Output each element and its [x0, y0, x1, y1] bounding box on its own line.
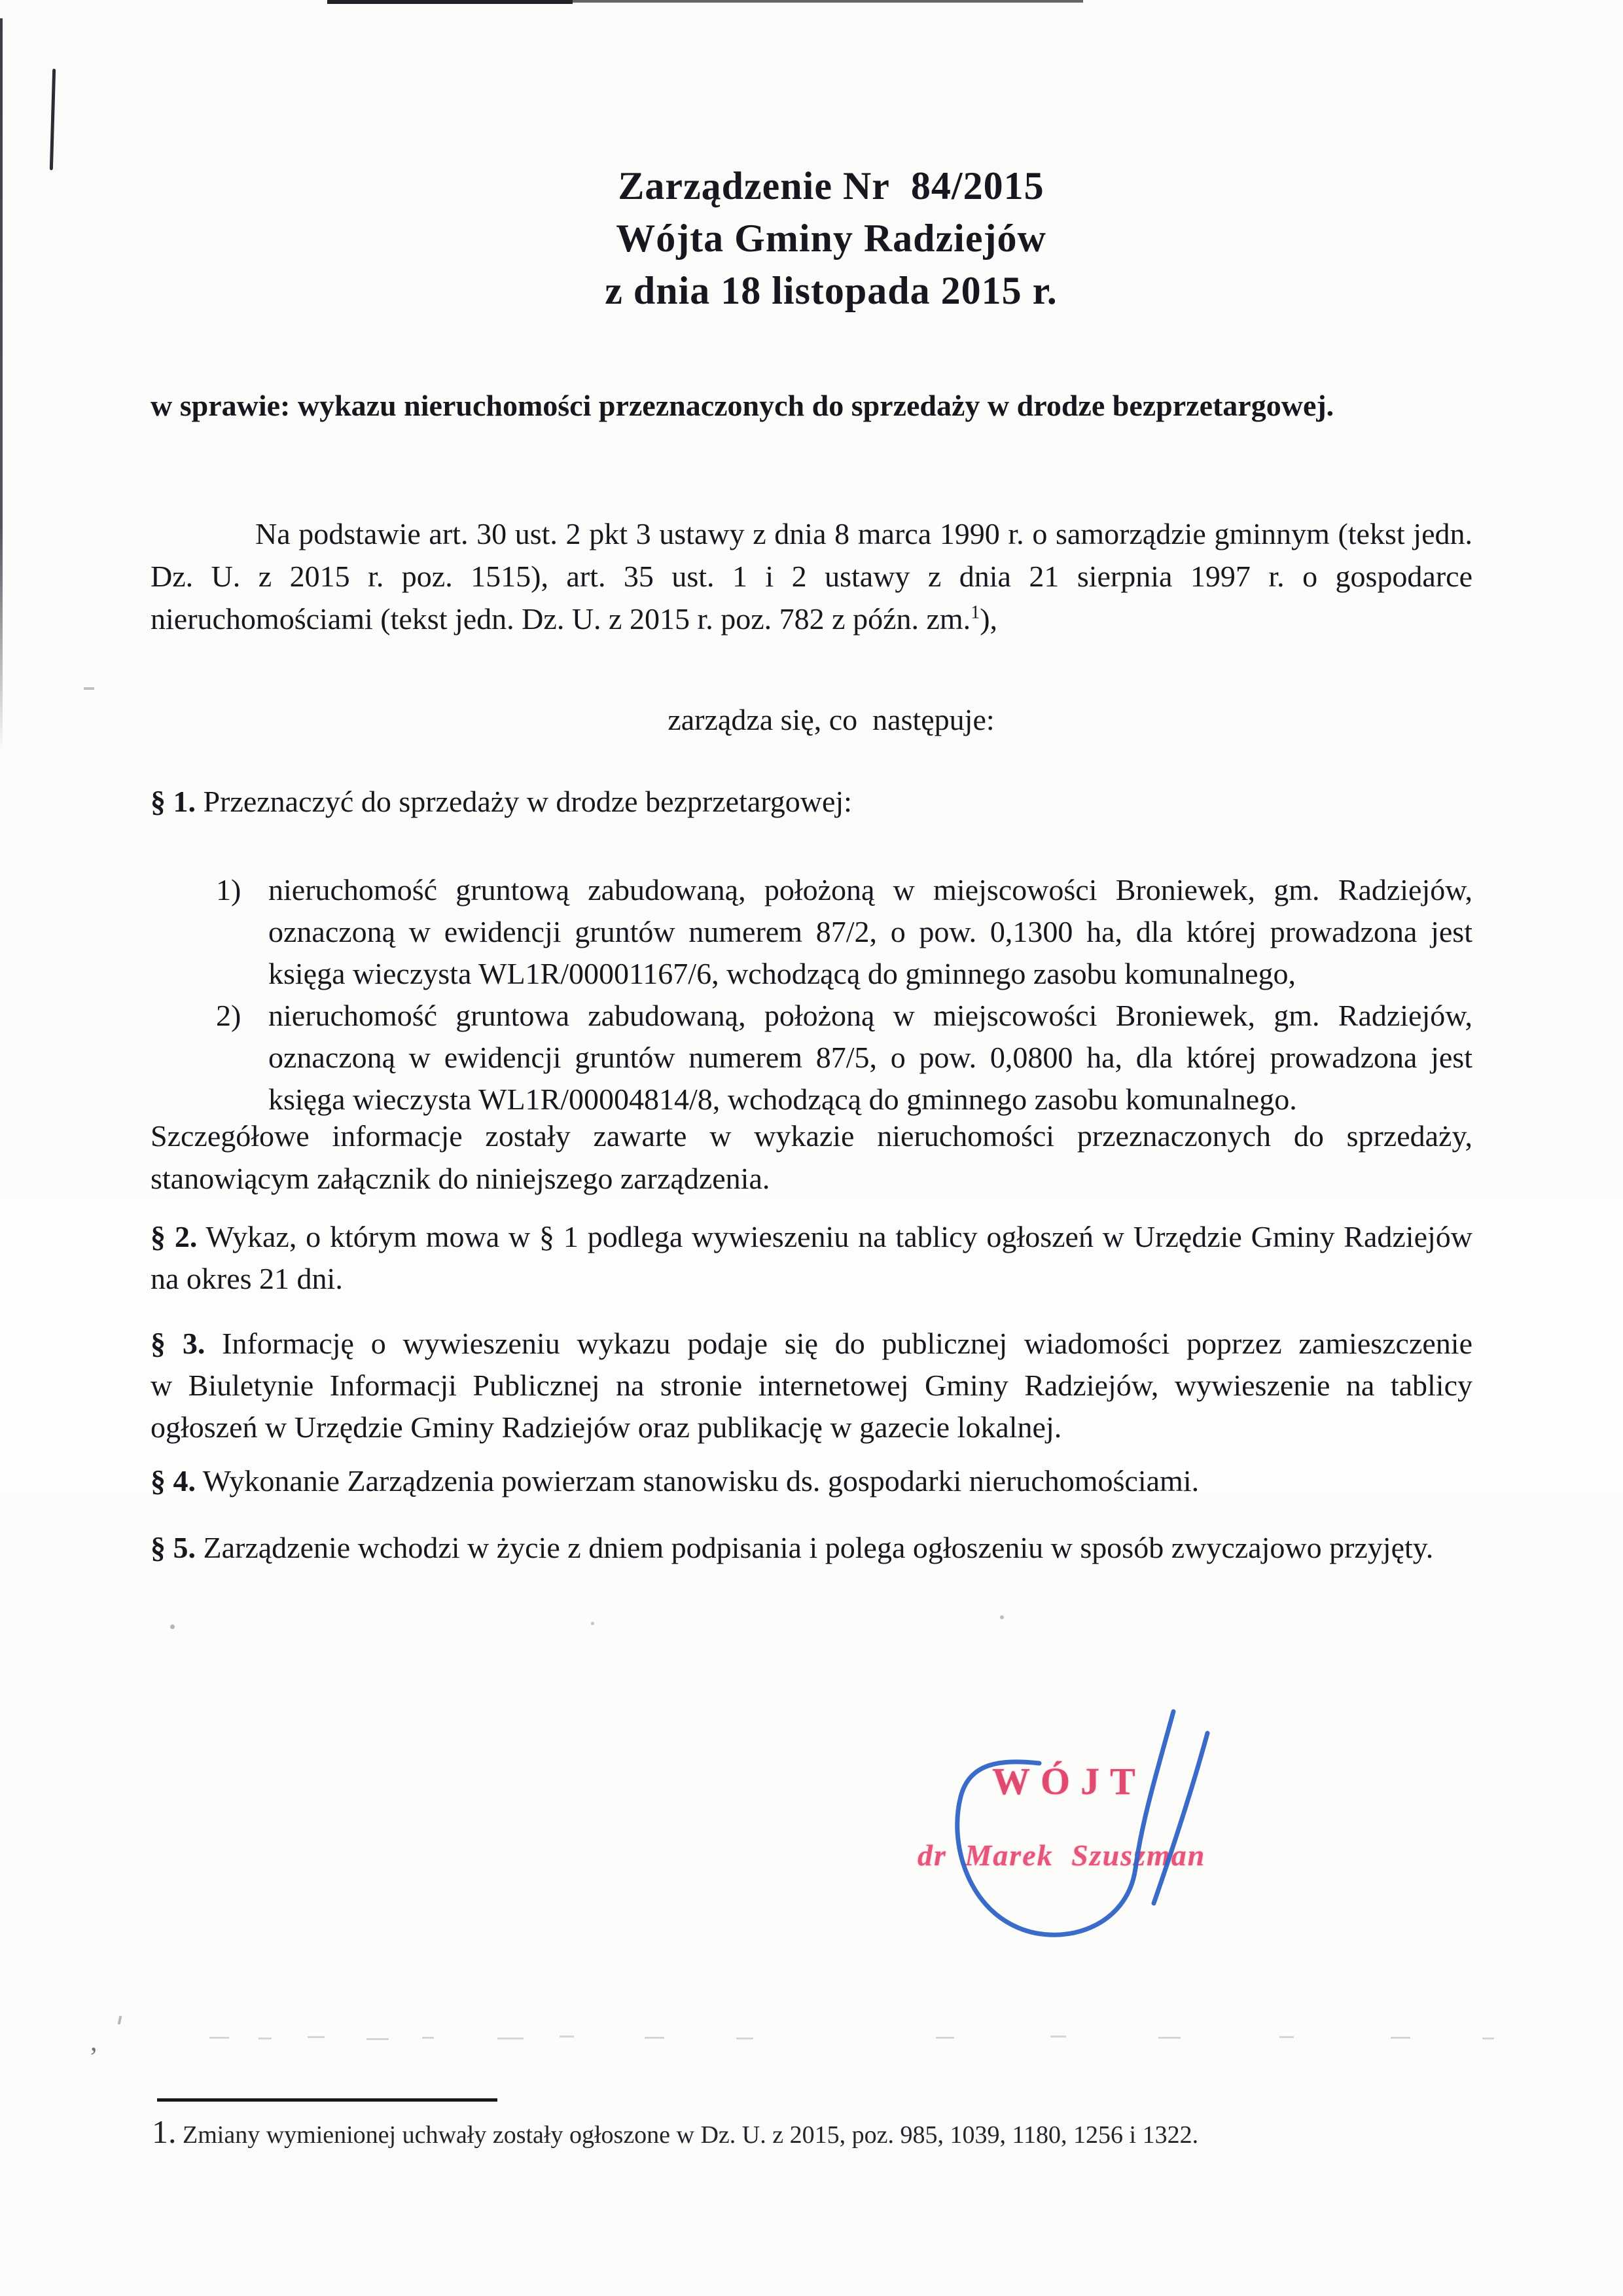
- footnote-marker: 1.: [152, 2113, 177, 2150]
- scan-pen-mark-artifact: [50, 69, 56, 170]
- list-item-marker: 1): [216, 873, 241, 906]
- list-item: [151, 995, 1472, 1121]
- ordains-line: zarządza się, co następuje:: [668, 703, 995, 736]
- scan-speck: [591, 1622, 594, 1625]
- list-item-marker: 2): [216, 999, 241, 1032]
- list-item: [151, 869, 1472, 995]
- scan-noise: [1050, 2036, 1066, 2037]
- section-2-text: Wykaz, o którym mowa w § 1 podlega wywieszeniu na tablicy ogłoszeń w Urzędzie Gminy Radziejów na okres 21 dni.: [151, 1220, 1473, 1295]
- mayor-stamp-title: WÓJT: [992, 1760, 1146, 1803]
- scan-noise: [1391, 2037, 1410, 2039]
- legal-basis-text: Na podstawie art. 30 ust. 2 pkt 3 ustawy z dnia 8 marca 1990 r. o samorządzie gminnym (tekst jedn. Dz. U. z 2015 r. poz. 1515), art. 35 ust. 1 i 2 ustawy z dnia 21 sierpnia 1997 r. o gospodarce nieruchomościami (tekst jedn. Dz. U. z 2015 r. poz. 782 z późn. zm.: [151, 517, 1472, 636]
- scan-speck: [84, 687, 94, 690]
- section-3: [151, 1323, 1472, 1448]
- scan-noise: [366, 2038, 389, 2040]
- scan-noise: [308, 2036, 325, 2038]
- scan-speck: [118, 2016, 122, 2025]
- footnote-text: Zmiany wymienionej uchwały zostały ogłoszone w Dz. U. z 2015, poz. 985, 1039, 1180, 1256 i 1322.: [176, 2121, 1199, 2149]
- section-4-text: Wykonanie Zarządzenia powierzam stanowisku ds. gospodarki nieruchomościami.: [196, 1464, 1200, 1498]
- scan-noise: [645, 2037, 664, 2039]
- scan-noise: [936, 2037, 954, 2039]
- scan-top-edge-artifact-dark: [327, 0, 573, 4]
- list-item-text: nieruchomość gruntowa zabudowaną, położoną w miejscowości Broniewek, gm. Radziejów, oznaczoną w ewidencji gruntów numerem 87/5, o pow. 0,0800 ha, dla której prowadzona jest księga wieczysta WL1R/00004814/8, wchodzącą do gminnego zasobu komunalnego.: [268, 999, 1472, 1116]
- title-line-issuer: Wójta Gminy Radziejów: [616, 217, 1046, 260]
- footnote: [152, 2113, 1526, 2153]
- scan-noise: [209, 2037, 229, 2039]
- mayor-stamp-name: dr Marek Szuszman: [918, 1839, 1206, 1872]
- scan-noise: [560, 2036, 574, 2037]
- legal-basis-paragraph: [151, 512, 1472, 640]
- title-line-number: Zarządzenie Nr 84/2015: [618, 164, 1044, 207]
- scan-left-edge-artifact: [0, 18, 3, 751]
- document-title: [39, 160, 1623, 317]
- section-4: [151, 1460, 1472, 1502]
- scan-speck: [170, 1624, 175, 1629]
- pen-signature: [903, 1676, 1270, 1977]
- section-1-text: Przeznaczyć do sprzedaży w drodze bezprzetargowej:: [196, 785, 852, 818]
- section-5-text: Zarządzenie wchodzi w życie z dniem podpisania i polega ogłoszeniu w sposób zwyczajowo przyjęty.: [196, 1531, 1434, 1564]
- section-1-number: § 1.: [151, 785, 196, 818]
- scan-noise: [1482, 2037, 1494, 2039]
- signature-loop-stroke: [957, 1712, 1173, 1935]
- section-1: [151, 781, 1472, 823]
- scan-noise: [422, 2037, 434, 2039]
- section-2-number: § 2.: [151, 1220, 198, 1253]
- scan-noise: [736, 2037, 753, 2039]
- legal-basis-closing: ),: [980, 602, 998, 636]
- subject-line: w sprawie: wykazu nieruchomości przeznaczonych do sprzedaży w drodze bezprzetargowej.: [151, 389, 1334, 422]
- details-note: Szczegółowe informacje zostały zawarte w wykazie nieruchomości przeznaczonych do sprzedaży, stanowiącym załącznik do niniejszego zarządzenia.: [151, 1119, 1472, 1195]
- section-2: [151, 1216, 1472, 1300]
- list-item-text: nieruchomość gruntową zabudowaną, położoną w miejscowości Broniewek, gm. Radziejów, oznaczoną w ewidencji gruntów numerem 87/2, o pow. 0,1300 ha, dla której prowadzona jest księga wieczysta WL1R/00001167/6, wchodzącą do gminnego zasobu komunalnego,: [268, 873, 1472, 990]
- title-line-date: z dnia 18 listopada 2015 r.: [605, 269, 1058, 312]
- section-5: [151, 1527, 1472, 1569]
- scan-speck: ,: [90, 2027, 98, 2057]
- property-list: [151, 869, 1472, 1121]
- section-5-number: § 5.: [151, 1531, 196, 1564]
- section-3-number: § 3.: [151, 1327, 205, 1360]
- section-4-number: § 4.: [151, 1464, 196, 1498]
- scan-noise: [259, 2037, 272, 2039]
- footnote-reference: 1: [971, 602, 980, 623]
- scan-noise: [497, 2037, 524, 2039]
- footnote-separator: [157, 2098, 497, 2102]
- section-3-text: Informację o wywieszeniu wykazu podaje się do publicznej wiadomości poprzez zamieszczenie w Biuletynie Informacji Publicznej na stronie internetowej Gminy Radziejów, wywieszenie na tablicy ogłoszeń w Urzędzie Gminy Radziejów oraz publikację w gazecie lokalnej.: [151, 1327, 1473, 1444]
- scan-noise: [1158, 2037, 1181, 2039]
- scan-noise: [1279, 2036, 1294, 2038]
- scan-speck: [1000, 1615, 1004, 1619]
